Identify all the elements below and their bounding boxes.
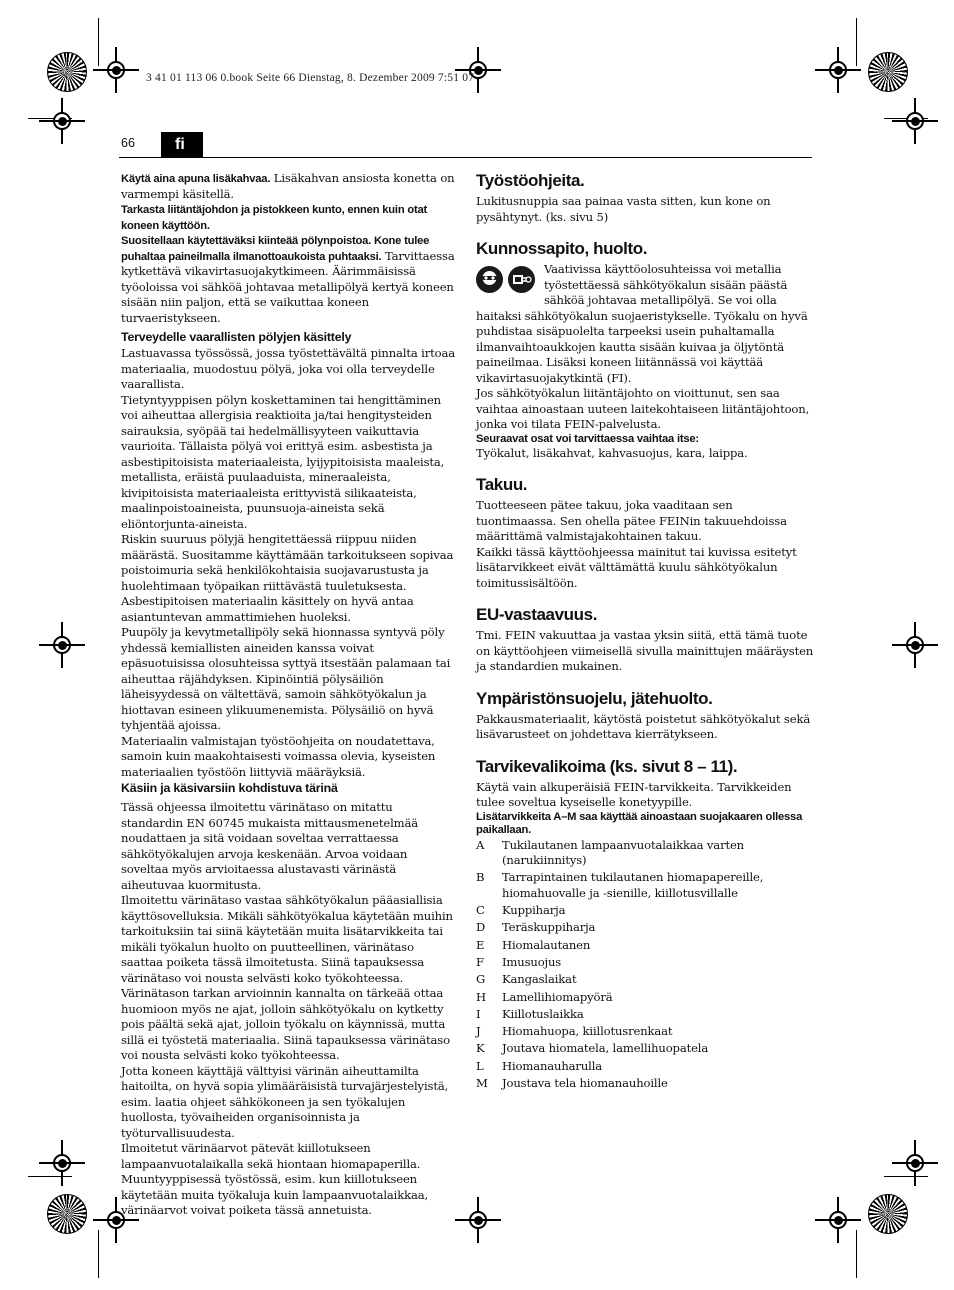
warranty-heading: Takuu. [476,475,528,494]
color-registration-mark [868,1194,908,1234]
dust-paragraph: Asbestipitoisen materiaalin käsittely on hyvä antaa asiantuntevan ammattimiehen huoleksi. [121,594,414,624]
maintenance-paragraph: Vaativissa käyttöolosuhteissa voi metallia työstettäessä sähkötyökalun sisään päästä sähköä johtavaa metallipölyä. Se voi olla haitaksi sähkötyökalun suojaeristykselle. Työkalu on hyvä puhdistaa sisäpuolelta tarpeeksi usein puhaltamalla ilmanvaihtoaukkojen kautta sisään kuivaa ja öljytöntä paineilmaa. Lisäksi koneen liitännässä voi käyttää vikavirtasuojakytkintä (FI). [476,262,808,385]
registration-crosshair [47,1148,77,1178]
accessories-text: Käytä vain alkuperäisiä FEIN-tarvikkeita. Tarvikkeiden tulee soveltua kyseiselle konetyypille. [476,779,792,809]
accessory-description: Hiomalautanen [502,937,591,952]
registration-crosshair [47,106,77,136]
accessory-item [476,903,814,919]
registration-crosshair [463,1205,493,1235]
goggles-icon [476,266,503,293]
accessory-description: Kuppiharja [502,903,566,918]
accessory-description: Lamellihiomapyörä [502,989,613,1004]
maintenance-paragraph: Jos sähkötyökalun liitäntäjohto on vioittunut, sen saa vaihtaa ainoastaan uuteen laitekohtaiseen liitäntäjohtoon, jonka voi tilata FEIN-palvelusta. [476,386,810,431]
dust-heading: Terveydelle vaarallisten pölyjen käsittely [121,330,352,344]
accessory-key: G [476,972,486,987]
language-tab: fi [161,132,203,157]
accessory-key: E [476,937,485,952]
accessory-key: C [476,903,485,918]
intro-paragraph [121,233,457,326]
dust-paragraph: Puupöly ja kevytmetallipöly sekä hionnassa syntyvä pöly yhdessä kemiallisten aineiden kanssa voivat epäsuotuisissa olosuhteissa syttyä itsestään palamaan tai aiheuttaa räjähdyksen. Kipinöintiä pölysäiliön läheisyydessä on vältettävä, samoin sähkötyökalun ja hiottavan esineen ylikuumenemista. Pölysäiliö on hyvä tyhjentää ajoissa. [121,625,451,732]
accessory-key: B [476,870,485,885]
registration-crosshair [900,630,930,660]
intro-bold: Tarkasta liitäntäjohdon ja pistokkeen kunto, ennen kuin otat koneen käyttöön. [121,204,428,232]
dust-paragraph: Riskin suuruus pölyjä hengitettäessä riippuu niiden määrästä. Suositamme käyttämään tarkoitukseen sopivaa poistoimuria sekä henkilökohtaisia suojavarustusta ja huolehtimaan työpaikan riittävästä tuuletuksesta. [121,532,454,593]
accessory-item [476,1076,814,1092]
accessory-item [476,870,814,901]
crop-line [856,18,857,66]
file-info-line: 3 41 01 113 06 0.book Seite 66 Dienstag, 8. Dezember 2009 7:51 07 [146,72,475,84]
color-registration-mark [47,1194,87,1234]
maintenance-heading: Kunnossapito, huolto. [476,239,648,258]
intro-text: Lisäkahvan ansiosta konetta on varmempi käsitellä. [121,171,455,201]
environment-heading: Ympäristönsuojelu, jätehuolto. [476,688,713,708]
accessory-item [476,1024,814,1040]
accessory-description: Hiomahuopa, kiillotusrenkaat [502,1024,673,1039]
accessory-description: Tarrapintainen tukilautanen hiomapapereille, hiomahuovalle ja -sienille, kiillotusvillalle [502,870,764,900]
accessory-item [476,920,814,936]
vibration-paragraph: Ilmoitetut värinäarvot pätevät kiillotukseen lampaanvuotalaikalla sekä hiontaan hiomapaperilla. Muuntyyppisessä työstössä, esim. kun kiillotukseen käytetään muita työkaluja kuin lampaanvuotalaikkaa, värinäarvot voivat poiketa tässä annetuista. [121,1141,429,1217]
plug-icon [508,266,535,293]
intro-text: Tarvittaessa kytkettävä vikavirtasuojakytkimeen. Äärimmäisissä työoloissa voi sähköä johtavaa metallipölyä kertyä koneen sisään niin paljon, että se vaikuttaa koneen turvaeristykseen. [121,248,455,325]
accessory-key: A [476,837,485,852]
crop-line [98,18,99,66]
accessory-item [476,972,814,988]
accessory-key: L [476,1058,484,1073]
work-heading: Työstöohjeita. [476,171,585,190]
registration-crosshair [47,630,77,660]
accessory-key: H [476,989,486,1004]
registration-crosshair [900,1148,930,1178]
environment-text: Pakkausmateriaalit, käytöstä poistetut sähkötyökalut sekä lisävarusteet on johdettava kierrätykseen. [476,711,811,741]
warranty-paragraph: Kaikki tässä käyttöohjeessa mainitut tai kuvissa esitetyt lisätarvikkeet eivät välttämättä kuulu sähkötyökalun toimitussisältöön. [476,544,797,590]
accessory-item [476,1059,814,1075]
accessory-key: K [476,1041,485,1056]
registration-crosshair [823,1205,853,1235]
intro-bold: Käytä aina apuna lisäkahvaa. [121,173,271,185]
vibration-paragraph: Värinätason tarkan arvioinnin kannalta on tärkeää ottaa huomioon myös ne ajat, jolloin sähkötyökalu on kytketty pois päältä sekä ajat, jolloin työkalu on käynnissä, mutta sillä ei työstetä materiaalia. Siinä tapauksessa värinätaso voi nousta selvästi koko työkohteessa. [121,986,450,1062]
accessory-key: M [476,1076,488,1091]
accessory-item [476,1041,814,1057]
color-registration-mark [47,52,87,92]
replace-text: Työkalut, lisäkahvat, kahvasuojus, kara, laippa. [476,445,748,460]
intro-paragraph [121,202,457,233]
vibration-paragraph: Jotta koneen käyttäjä välttyisi värinän aiheuttamilta haitoilta, on hyvä sopia ylimääräisistä turvajärjestelyistä, esim. laatia ohjeet sähkökoneen ja sen työkalujen huollosta, työvaiheiden organisoinnista ja työturvallisuudesta. [121,1063,449,1140]
accessories-list [476,838,814,1092]
accessory-key: F [476,954,484,969]
eu-heading: EU-vastaavuus. [476,605,598,624]
dust-paragraph: Tietyntyyppisen pölyn koskettaminen tai hengittäminen voi aiheuttaa allergisia reaktioita ja/tai hengitysteiden sairauksia, syöpää tai hedelmällisyyteen vaikuttavia vaurioita. Tällaista pölyä voi erittyä esim. asbestista ja asbestipitoisista materiaaleista, lyijypitoisista maaleista, metallista, eräistä puulaaduista, mineraaleista, kivipitoisista materiaaleista erittyvistä silikaateista, maalinpoistoaineista, puunsuoja-aineista sekä eliöntorjunta-aineista. [121,392,445,531]
accessory-item [476,938,814,954]
intro-paragraph [121,171,457,202]
replace-heading: Seuraavat osat voi tarvittaessa vaihtaa itse: [476,432,699,445]
work-text: Lukitusnuppia saa painaa vasta sitten, kun kone on pysähtynyt. (ks. sivu 5) [476,194,771,224]
dust-paragraph: Materiaalin valmistajan työstöohjeita on noudatettava, samoin kuin maakohtaisesti voimassa olevia, kyseisten materiaalien työstöön liittyviä määräyksiä. [121,733,436,779]
page-number: 66 [121,136,135,150]
right-column [476,171,814,1093]
crop-line [98,1230,99,1278]
accessory-description: Hiomanauharulla [502,1058,603,1073]
accessory-item [476,990,814,1006]
accessory-description: Imusuojus [502,954,562,969]
accessory-description: Tukilautanen lampaanvuotalaikkaa varten (narukiinnitys) [502,837,744,867]
accessory-item [476,955,814,971]
accessory-description: Teräskuppiharja [502,920,596,935]
vibration-paragraph: Tässä ohjeessa ilmoitettu värinätaso on mitattu standardin EN 60745 mukaista mittausmenetelmää noudattaen ja sitä voidaan soveltaa verrattaessa sähkötyökalujen arvoja keskenään. Arvoa voidaan soveltaa myös arvioitaessa alustavasti värinästä aiheutuvaa kuormitusta. [121,800,418,892]
registration-crosshair [823,55,853,85]
accessory-key: J [476,1024,481,1039]
accessories-heading: Tarvikevalikoima (ks. sivut 8 – 11). [476,756,738,776]
dust-paragraph: Lastuavassa työssössä, jossa työstettävältä pinnalta irtoaa materiaalia, muodostuu pölyä, joka voi olla terveydelle vaarallista. [121,346,455,391]
warranty-paragraph: Tuotteeseen pätee takuu, joka vaaditaan sen tuontimaassa. Sen ohella pätee FEINin takuuehdoissa määrittämä valmistajakohtainen takuu. [476,498,787,543]
intro-bold: Suositellaan käytettäväksi kiinteää pölynpoistoa. Kone tulee puhaltaa paineilmalla ilmanottoaukoista puhtaaksi. [121,235,430,263]
vibration-paragraph: Ilmoitettu värinätaso vastaa sähkötyökalun pääasiallisia käyttösovelluksia. Mikäli sähkötyökalua käytetään muihin tarkoituksiin tai siinä käytetään muita lisätarvikkeita tai mikäli työkalun huolto on puutteellinen, värinätaso saattaa poiketa tässä ilmoitetusta. Siinä tapauksessa värinätaso voi nousta selvästi koko työkohteessa. [121,893,453,985]
header-rule [119,157,812,158]
eu-text: Tmi. FEIN vakuuttaa ja vastaa yksin siitä, että tämä tuote on käyttöohjeen viimeisellä sivulla mainittujen määräysten ja standardien mukainen. [476,628,814,673]
registration-crosshair [900,106,930,136]
accessory-description: Kiillotuslaikka [502,1006,584,1021]
left-column [121,171,457,1219]
accessory-description: Kangaslaikat [502,972,577,987]
accessory-item [476,838,814,869]
accessories-note: Lisätarvikkeita A–M saa käyttää ainoastaan suojakaaren ollessa paikallaan. [476,810,803,836]
accessory-key: D [476,920,486,935]
accessory-description: Joustava tela hiomanauhoille [502,1076,668,1091]
accessory-item [476,1007,814,1023]
vibration-heading: Käsiin ja käsivarsiin kohdistuva tärinä [121,781,338,795]
accessory-description: Joutava hiomatela, lamellihuopatela [502,1041,709,1056]
crop-line [856,1230,857,1278]
maintenance-icons [476,264,544,302]
color-registration-mark [868,52,908,92]
accessory-key: I [476,1006,481,1021]
registration-crosshair [101,55,131,85]
